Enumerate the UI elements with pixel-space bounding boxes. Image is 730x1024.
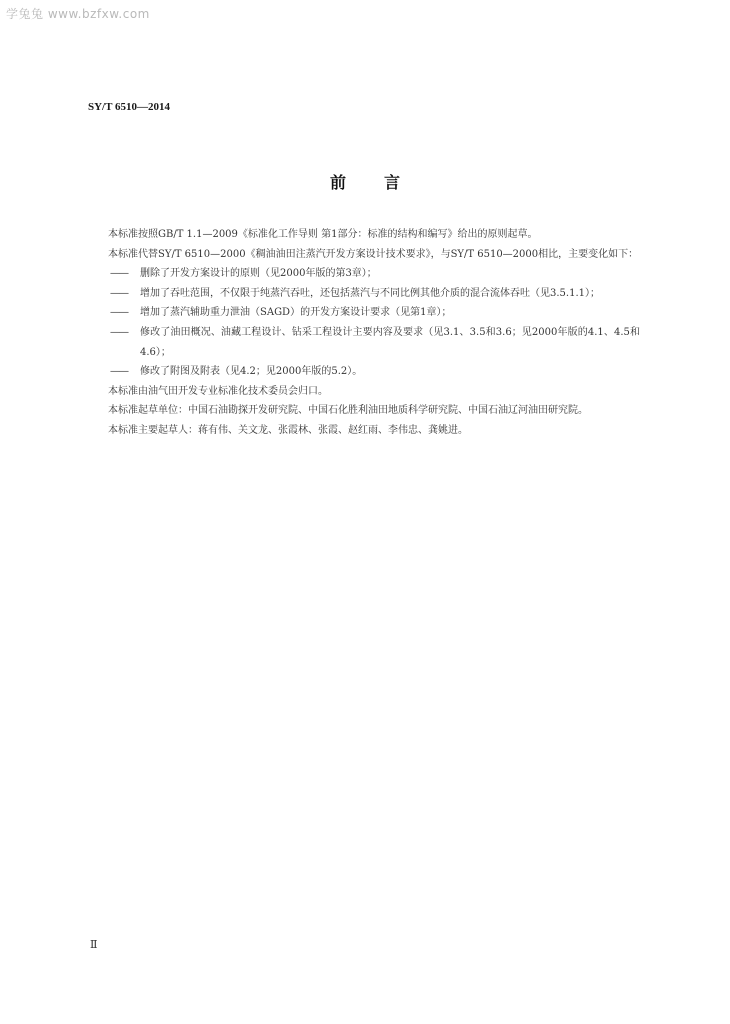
paragraph-responsible-committee: 本标准由油气田开发专业标准化技术委员会归口。: [108, 385, 328, 397]
change-item-text: 增加了吞吐范围，不仅限于纯蒸汽吞吐，还包括蒸汽与不同比例其他介质的混合流体吞吐（见3.5.1.1）；: [140, 287, 600, 299]
page-number: Ⅱ: [90, 938, 98, 951]
dash-marker: ——: [110, 326, 128, 338]
change-item: [88, 323, 640, 362]
changes-list: [88, 264, 640, 382]
foreword-body: [88, 225, 640, 441]
change-item: [88, 264, 640, 284]
dash-marker: ——: [110, 307, 128, 319]
paragraph-replaces: 本标准代替SY/T 6510—2000《稠油油田注蒸汽开发方案设计技术要求》，与SY/T 6510—2000相比，主要变化如下：: [108, 248, 639, 260]
paragraph-drafting-rules: 本标准按照GB/T 1.1—2009《标准化工作导则 第1部分：标准的结构和编写》给出的原则起草。: [108, 229, 538, 240]
dash-marker: ——: [110, 268, 128, 280]
change-item-text: 增加了蒸汽辅助重力泄油（SAGD）的开发方案设计要求（见第1章）；: [140, 307, 452, 319]
document-number: SY/T 6510—2014: [88, 101, 171, 113]
change-item: [88, 362, 640, 382]
dash-marker: ——: [110, 287, 128, 299]
dash-marker: ——: [110, 366, 128, 378]
paragraph-drafters: 本标准主要起草人：蒋有伟、关文龙、张霞林、张霞、赵红雨、李伟忠、龚姚进。: [108, 424, 468, 436]
page-title: 前言: [329, 173, 438, 192]
change-item-text: 删除了开发方案设计的原则（见2000年版的第3章）；: [140, 268, 377, 280]
change-item: [88, 303, 640, 323]
change-item-text: 修改了油田概况、油藏工程设计、钻采工程设计主要内容及要求（见3.1、3.5和3.6；见2000年版的4.1、4.5和4.6）；: [140, 326, 640, 358]
change-item: [88, 284, 640, 304]
paragraph-drafting-units: 本标准起草单位：中国石油勘探开发研究院、中国石化胜利油田地质科学研究院、中国石油辽河油田研究院。: [108, 405, 588, 417]
watermark: 学兔兔 www.bzfxw.com: [6, 7, 150, 21]
change-item-text: 修改了附图及附表（见4.2；见2000年版的5.2）。: [140, 366, 363, 378]
